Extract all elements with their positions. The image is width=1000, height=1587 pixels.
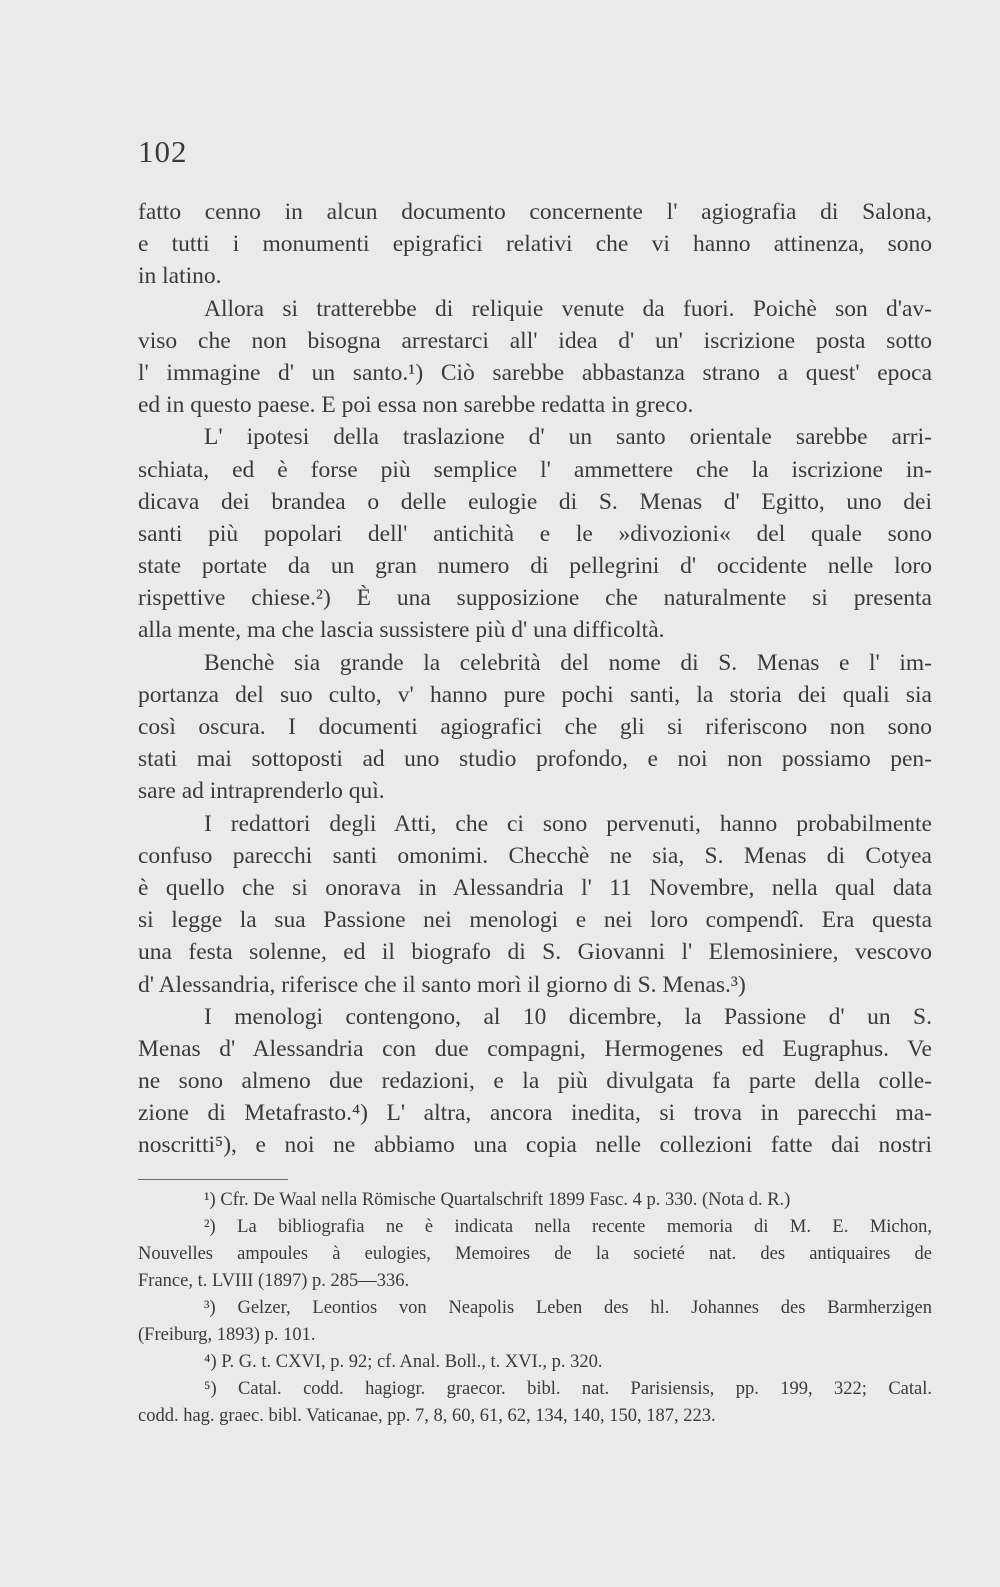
body-line: state portate da un gran numero di pellegrini d' occidente nelle loro	[138, 553, 932, 580]
footnote-line: ⁵) Catal. codd. hagiogr. graecor. bibl. nat. Parisiensis, pp. 199, 322; Catal.	[204, 1379, 932, 1399]
body-line: Allora si tratterebbe di reliquie venute da fuori. Poichè son d'av-	[204, 295, 932, 322]
body-line: Menas d' Alessandria con due compagni, Hermogenes ed Eugraphus. Ve	[138, 1035, 932, 1062]
body-line: l' immagine d' un santo.¹) Ciò sarebbe abbastanza strano a quest' epoca	[138, 359, 932, 386]
footnote-line: ¹) Cfr. De Waal nella Römische Quartalschrift 1899 Fasc. 4 p. 330. (Nota d. R.)	[204, 1190, 791, 1210]
body-line: confuso parecchi santi omonimi. Checchè ne sia, S. Menas di Cotyea	[138, 842, 932, 869]
body-line: in latino.	[138, 263, 222, 290]
footnote-line: ³) Gelzer, Leontios von Neapolis Leben des hl. Johannes des Barmherzigen	[204, 1298, 932, 1318]
body-line: ne sono almeno due redazioni, e la più divulgata fa parte della colle-	[138, 1068, 932, 1095]
page-number: 102	[138, 134, 188, 169]
footnote-line: ²) La bibliografia ne è indicata nella recente memoria di M. E. Michon,	[204, 1217, 932, 1237]
body-line: L' ipotesi della traslazione d' un santo orientale sarebbe arri-	[204, 424, 932, 451]
body-line: I menologi contengono, al 10 dicembre, la Passione d' un S.	[204, 1003, 932, 1030]
footnotes	[138, 1187, 932, 1430]
footnote-line: Nouvelles ampoules à eulogies, Memoires de la societé nat. des antiquaires de	[138, 1244, 932, 1264]
body-text	[138, 196, 932, 1162]
body-line: d' Alessandria, riferisce che il santo morì il giorno di S. Menas.³)	[138, 971, 746, 998]
body-line: fatto cenno in alcun documento concernente l' agiografia di Salona,	[138, 199, 932, 225]
body-line: portanza del suo culto, v' hanno pure pochi santi, la storia dei quali sia	[138, 681, 932, 708]
body-line: sare ad intraprenderlo quì.	[138, 778, 385, 805]
body-line: è quello che si onorava in Alessandria l' 11 Novembre, nella qual data	[138, 874, 932, 901]
body-line: schiata, ed è forse più semplice l' ammettere che la iscrizione in-	[138, 456, 932, 483]
body-line: santi più popolari dell' antichità e le »divozioni« del quale sono	[138, 520, 932, 547]
body-line: una festa solenne, ed il biografo di S. Giovanni l' Elemosiniere, vescovo	[138, 939, 932, 966]
footnote-divider	[138, 1179, 288, 1180]
footnote-line: France, t. LVIII (1897) p. 285—336.	[138, 1271, 410, 1291]
body-line: alla mente, ma che lascia sussistere più d' una difficoltà.	[138, 617, 665, 644]
body-line: e tutti i monumenti epigrafici relativi che vi hanno attinenza, sono	[138, 231, 932, 258]
body-line: dicava dei brandea o delle eulogie di S. Menas d' Egitto, uno dei	[138, 488, 932, 515]
body-line: così oscura. I documenti agiografici che gli si riferiscono non sono	[138, 714, 932, 740]
footnote-line: codd. hag. graec. bibl. Vaticanae, pp. 7, 8, 60, 61, 62, 134, 140, 150, 187, 223.	[138, 1406, 716, 1426]
body-line: I redattori degli Atti, che ci sono pervenuti, hanno probabilmente	[204, 810, 932, 837]
footnote-line: ⁴) P. G. t. CXVI, p. 92; cf. Anal. Boll., t. XVI., p. 320.	[204, 1352, 603, 1372]
body-line: noscritti⁵), e noi ne abbiamo una copia nelle collezioni fatte dai nostri	[138, 1132, 932, 1159]
body-line: ed in questo paese. E poi essa non sarebbe redatta in greco.	[138, 392, 694, 419]
body-line: si legge la sua Passione nei menologi e nei loro compendî. Era questa	[138, 907, 932, 934]
body-line: stati mai sottoposti ad uno studio profondo, e noi non possiamo pen-	[138, 746, 932, 773]
body-line: Benchè sia grande la celebrità del nome di S. Menas e l' im-	[204, 649, 932, 676]
body-line: viso che non bisogna arrestarci all' idea d' un' iscrizione posta sotto	[138, 327, 932, 354]
footnote-line: (Freiburg, 1893) p. 101.	[138, 1325, 316, 1345]
body-line: rispettive chiese.²) È una supposizione che naturalmente si presenta	[138, 585, 932, 612]
body-line: zione di Metafrasto.⁴) L' altra, ancora inedita, si trova in parecchi ma-	[138, 1100, 932, 1127]
